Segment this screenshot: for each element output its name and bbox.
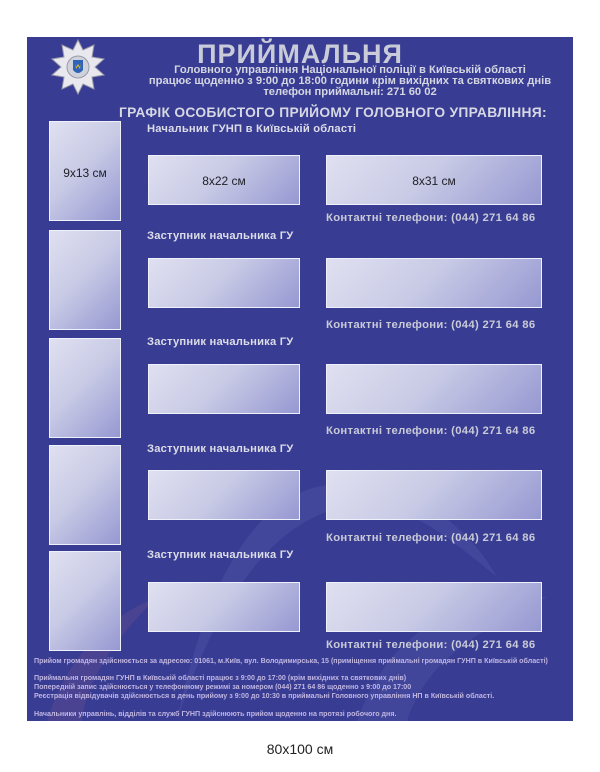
contact-phone: Контактні телефони: (044) 271 64 86 <box>326 639 536 651</box>
photo-frame <box>49 551 121 651</box>
stand-dimensions: 80x100 см <box>266 741 334 757</box>
contact-phone: Контактні телефони: (044) 271 64 86 <box>326 532 536 544</box>
role-title: Заступник начальника ГУ <box>147 443 294 455</box>
contact-phone: Контактні телефони: (044) 271 64 86 <box>326 319 536 331</box>
footer-line-2: Приймальня громадян ГУНП в Київській області працює з 9:00 до 17:00 (крім вихідних та святкових днів) <box>34 674 407 682</box>
small-frame <box>148 155 300 205</box>
role-title: Заступник начальника ГУ <box>147 336 294 348</box>
small-frame <box>148 582 300 632</box>
large-frame <box>326 364 542 414</box>
footer-line-1: Прийом громадян здійснюється за адресою: 01061, м.Київ, вул. Володимирська, 15 (приміщення приймальні громадян ГУНП в Київській області) <box>34 657 548 665</box>
contact-phone: Контактні телефони: (044) 271 64 86 <box>326 212 536 224</box>
footer-line-4: Реєстрація відвідувачів здійснюється в день прийому з 9:00 до 10:30 в приймальні Головного управління НП в Київській області. <box>34 692 495 700</box>
role-title: Заступник начальника ГУ <box>147 230 294 242</box>
photo-size-label: 9x13 см <box>63 166 107 180</box>
contact-phone: Контактні телефони: (044) 271 64 86 <box>326 425 536 437</box>
role-title: Начальник ГУНП в Київській області <box>147 123 357 135</box>
footer-line-5: Начальники управлінь, відділів та служб ГУНП здійснюють прийом щоденно на протязі робочого дня. <box>34 710 397 718</box>
page-title: ПРИЙМАЛЬНЯ <box>197 39 403 69</box>
footer-line-3: Попередній запис здійснюється у телефонному режимі за номером (044) 271 64 86 щоденно з 9:00 до 17:00 <box>34 683 412 691</box>
stand-board <box>27 37 573 721</box>
small-frame <box>148 258 300 308</box>
header-line-1: Головного управління Національної поліції в Київській області <box>174 64 526 76</box>
photo-frame <box>49 445 121 545</box>
large-frame <box>326 258 542 308</box>
photo-frame <box>49 338 121 438</box>
header-line-2: працює щоденно з 9:00 до 18:00 години крім вихідних та святкових днів <box>148 75 552 87</box>
large-frame <box>326 470 542 520</box>
header-line-3: телефон приймальні: 271 60 02 <box>263 86 437 98</box>
small-frame <box>148 364 300 414</box>
schedule-title: ГРАФІК ОСОБИСТОГО ПРИЙОМУ ГОЛОВНОГО УПРАВЛІННЯ: <box>119 105 547 120</box>
large-size-label: 8x31 см <box>412 174 456 188</box>
large-frame <box>326 582 542 632</box>
small-frame <box>148 470 300 520</box>
role-title: Заступник начальника ГУ <box>147 549 294 561</box>
photo-frame <box>49 230 121 330</box>
large-frame <box>326 155 542 205</box>
photo-frame <box>49 121 121 221</box>
small-size-label: 8x22 см <box>202 174 246 188</box>
